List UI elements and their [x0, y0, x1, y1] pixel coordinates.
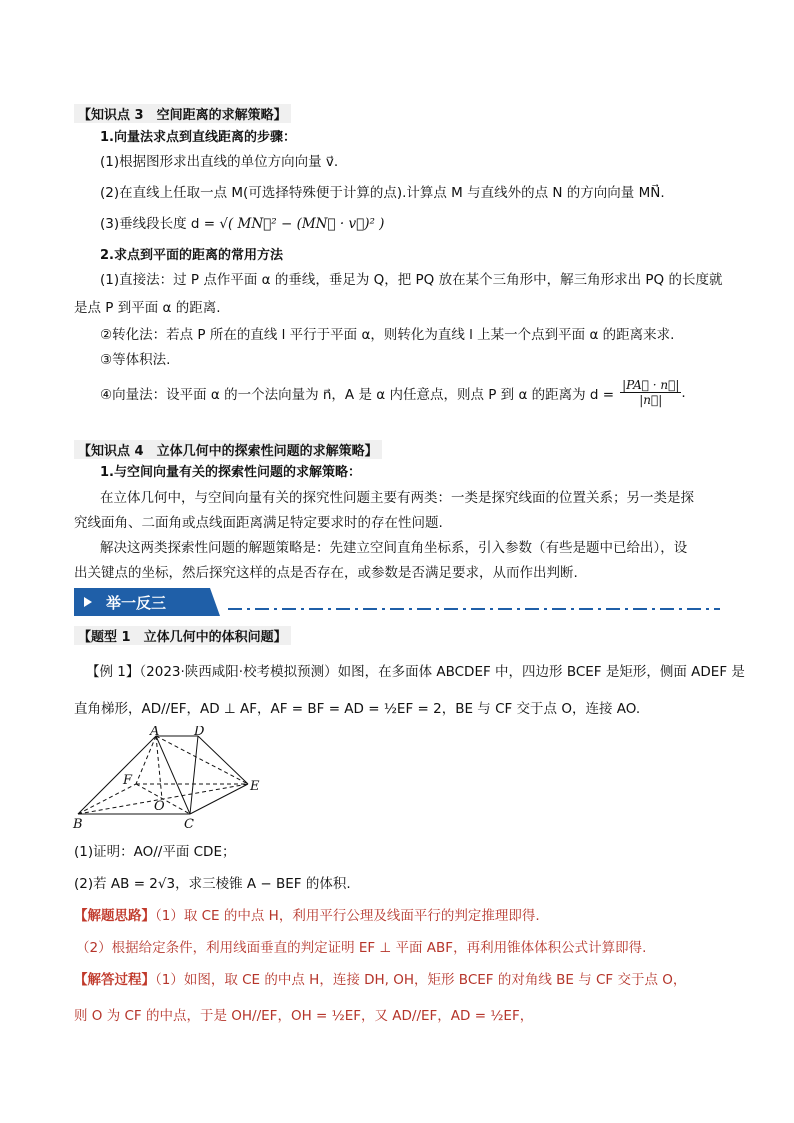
kp3-s2-item4-prefix: ④向量法：设平面 α 的一个法向量为 n⃗，A 是 α 内任意点，则点 P 到 α 的距离为 d =	[100, 386, 615, 403]
kp3-s2-item4-period: .	[681, 384, 686, 401]
proc-line2: 则 O 为 CF 的中点，于是 OH//EF，OH = ½EF，又 AD//EF，AD = ½EF，	[74, 1008, 534, 1024]
idea-line2: （2）根据给定条件，利用线面垂直的判定证明 EF ⊥ 平面 ABF，再利用锥体体积公式计算即得.	[76, 940, 647, 956]
question-2: (2)若 AB = 2√3，求三棱锥 A − BEF 的体积.	[74, 876, 351, 892]
label-B: B	[73, 817, 83, 832]
kp3-s2-item2: ②转化法：若点 P 所在的直线 l 平行于平面 α，则转化为直线 l 上某一个点到平面 α 的距离来求.	[100, 327, 675, 343]
kp3-s2-item4	[100, 378, 686, 407]
type1-header: 【题型 1 立体几何中的体积问题】	[74, 626, 291, 645]
kp3-s1-title: 1.向量法求点到直线距离的步骤：	[100, 130, 296, 145]
kp3-s1-item3	[100, 212, 384, 232]
question-1: (1)证明：AO//平面 CDE；	[74, 844, 236, 860]
label-O: O	[154, 799, 165, 814]
label-D: D	[194, 726, 205, 739]
label-F: F	[123, 773, 133, 788]
kp4-s1-title: 1.与空间向量有关的探索性问题的求解策略：	[100, 465, 361, 480]
polyhedron-figure	[70, 726, 270, 836]
kp4-header: 【知识点 4 立体几何中的探索性问题的求解策略】	[74, 440, 382, 459]
banner-label: 举一反三	[106, 594, 167, 612]
kp4-p2-line2: 出关键点的坐标，然后探究这样的点是否存在，或参数是否满足要求，从而作出判断.	[74, 565, 578, 581]
kp4-p1-line2: 究线面角、二面角或点线面距离满足特定要求时的存在性问题.	[74, 515, 443, 531]
kp4-p2-line1: 解决这两类探索性问题的解题策略是：先建立空间直角坐标系，引入参数（有些是题中已给出），设	[100, 540, 688, 556]
kp3-s1-item2: (2)在直线上任取一点 M(可选择特殊便于计算的点).计算点 M 与直线外的点 N 的方向向量 MN⃗.	[100, 185, 665, 201]
kp3-s2-item4-denominator: |n⃗|	[639, 393, 663, 407]
kp3-s1-item3-formula: √( MN⃗² − (MN⃗ · v⃗)² )	[219, 216, 385, 232]
example-label: 【例 1】	[86, 664, 140, 680]
label-C: C	[184, 817, 194, 832]
example-text: （2023·陕西咸阳·校考模拟预测）如图，在多面体 ABCDEF 中，四边形 BCEF 是矩形，侧面 ADEF 是	[139, 664, 745, 680]
label-A: A	[150, 726, 160, 739]
proc-line1	[74, 968, 686, 988]
kp3-s2-item1-line1: (1)直接法：过 P 点作平面 α 的垂线，垂足为 Q，把 PQ 放在某个三角形中，解三角形求出 PQ 的长度就	[100, 272, 723, 288]
proc-text-1: （1）如图，取 CE 的中点 H，连接 DH, OH，矩形 BCEF 的对角线 BE 与 CF 交于点 O，	[155, 972, 687, 988]
kp3-header: 【知识点 3 空间距离的求解策略】	[74, 104, 291, 123]
dash-divider	[228, 606, 720, 612]
idea-label: 【解题思路】	[74, 908, 155, 924]
proc-label: 【解答过程】	[74, 972, 155, 988]
kp3-s2-title: 2.求点到平面的距离的常用方法	[100, 248, 283, 263]
idea-line1	[74, 904, 540, 924]
idea-text-1: （1）取 CE 的中点 H，利用平行公理及线面平行的判定推理即得.	[155, 908, 540, 924]
kp3-s2-item4-fraction	[620, 378, 681, 407]
kp3-s1-item3-prefix: (3)垂线段长度 d =	[100, 216, 216, 232]
kp4-p1-line1: 在立体几何中，与空间向量有关的探究性问题主要有两类：一类是探究线面的位置关系；另一类是探	[100, 490, 694, 506]
kp3-s2-item4-numerator: |PA⃗ · n⃗|	[622, 378, 680, 392]
example-line2: 直角梯形，AD//EF，AD ⊥ AF，AF = BF = AD = ½EF = 2，BE 与 CF 交于点 O，连接 AO.	[74, 701, 641, 717]
example-line1	[86, 660, 745, 680]
kp3-s2-item3: ③等体积法.	[100, 352, 171, 368]
kp3-s1-item1: (1)根据图形求出直线的单位方向向量 v⃗.	[100, 154, 339, 170]
kp3-s2-item1-line2: 是点 P 到平面 α 的距离.	[74, 300, 221, 316]
label-E: E	[250, 779, 260, 794]
